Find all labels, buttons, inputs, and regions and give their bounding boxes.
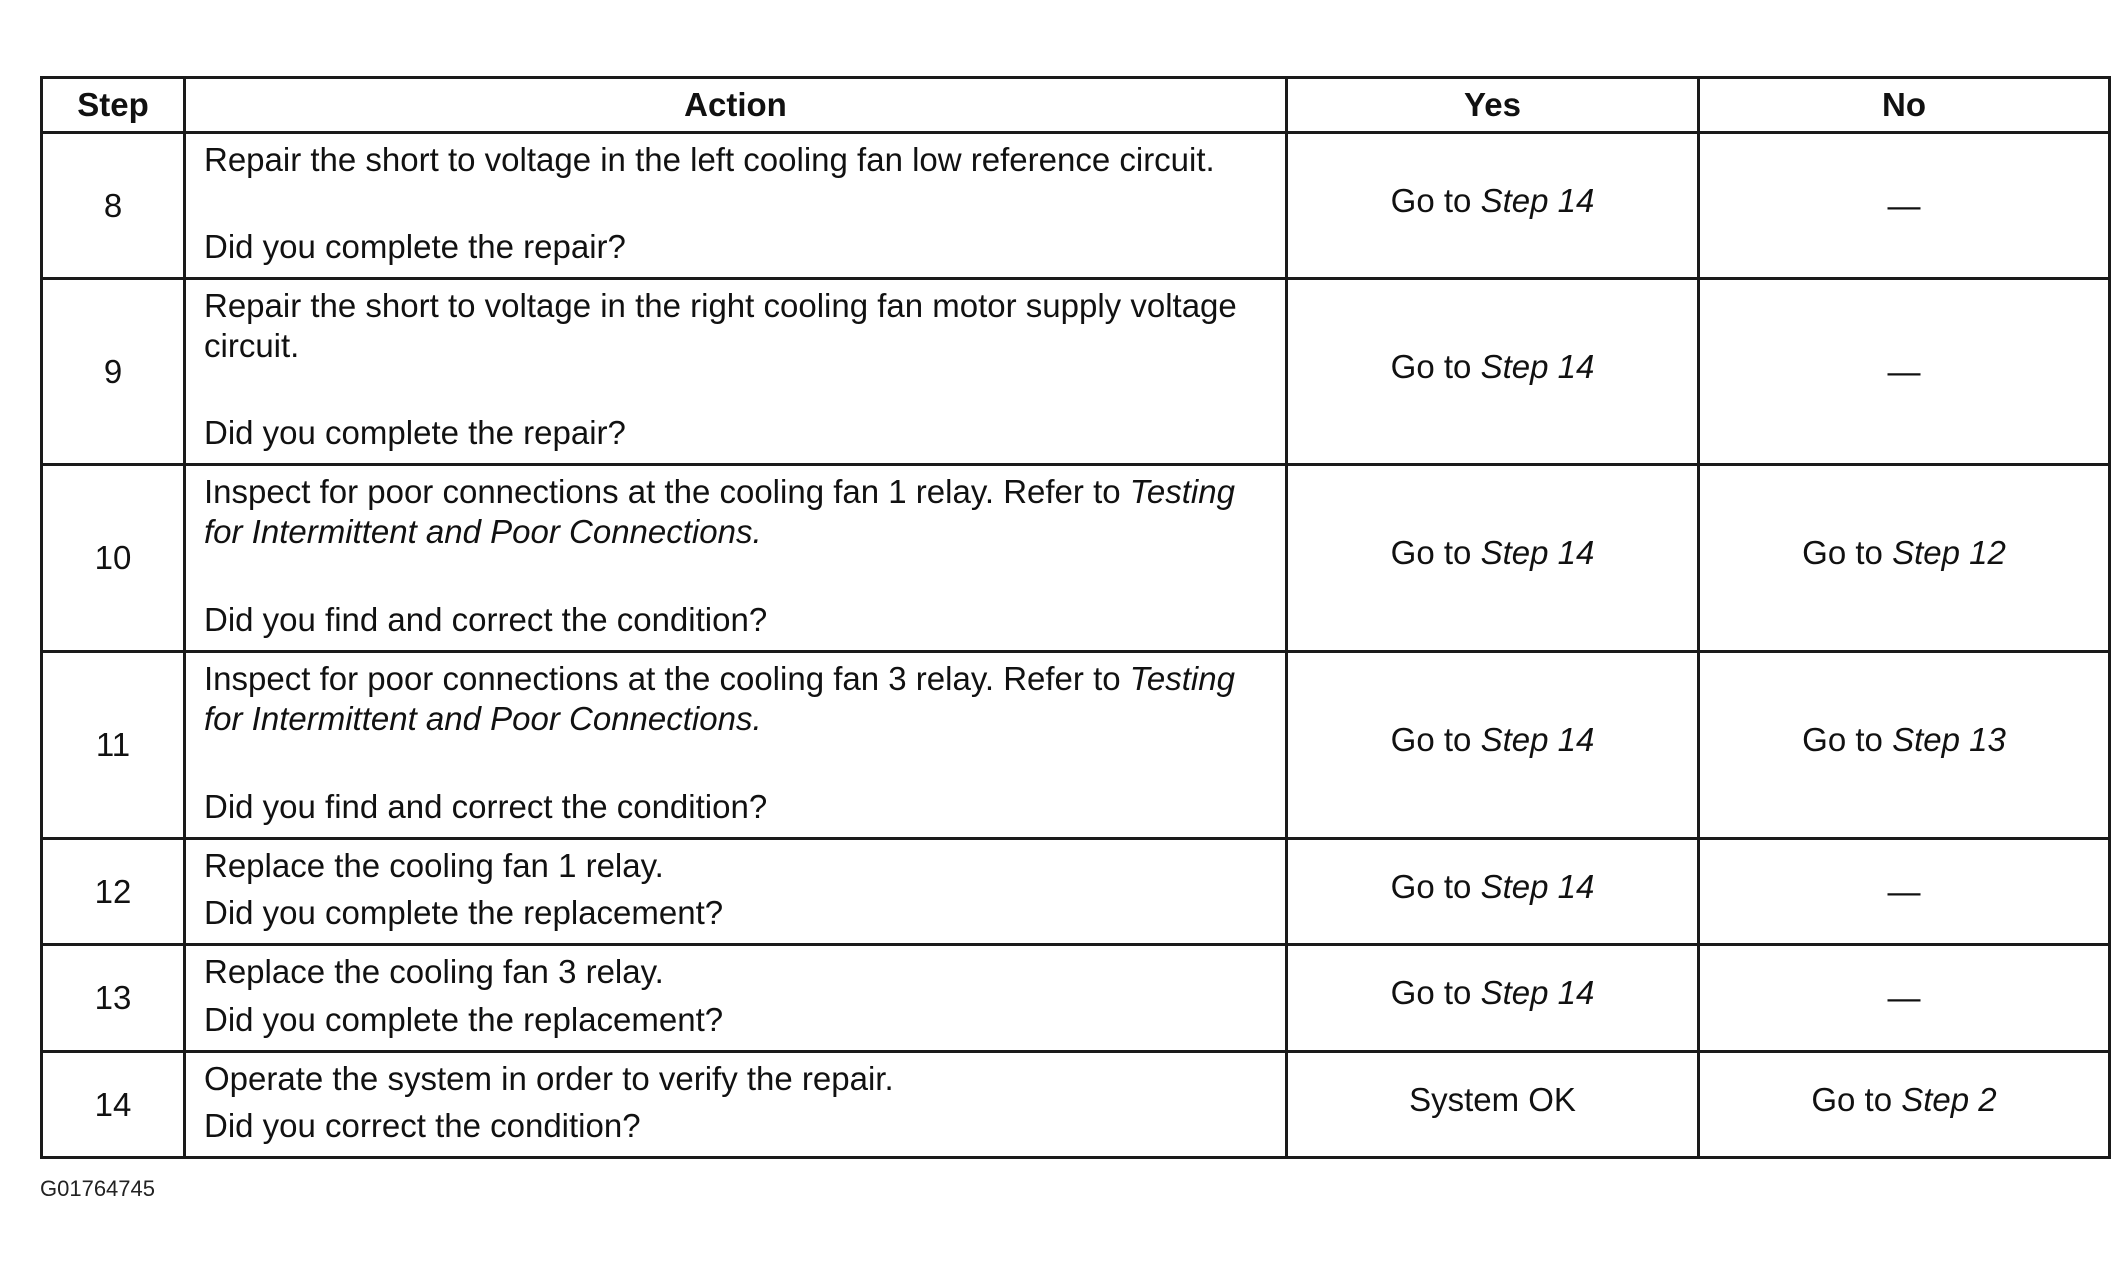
step-number: 12: [42, 839, 185, 945]
action-question: Did you complete the repair?: [204, 228, 626, 265]
yes-step-ref: Step 14: [1480, 347, 1595, 385]
yes-cell: [1287, 839, 1699, 945]
yes-cell: [1287, 279, 1699, 465]
diagnostic-table-frame: [40, 76, 2108, 1160]
diagnostic-steps-table: [40, 76, 2111, 1159]
no-cell: —: [1699, 279, 2110, 465]
step-number: 10: [42, 465, 185, 652]
action-question: Did you correct the condition?: [204, 1107, 641, 1144]
table-row: [42, 1052, 2110, 1158]
action-cell: [185, 279, 1287, 465]
yes-step-ref: Step 14: [1480, 974, 1595, 1011]
action-cell: [185, 133, 1287, 279]
yes-prefix: Go to: [1390, 534, 1481, 571]
header-no: No: [1699, 78, 2110, 133]
action-question: Did you find and correct the condition?: [204, 788, 768, 825]
yes-step-ref: Step 14: [1480, 867, 1595, 905]
yes-prefix: Go to: [1390, 721, 1481, 758]
yes-cell: [1287, 1052, 1699, 1158]
no-step-ref: Step 12: [1892, 534, 2006, 571]
step-number: 8: [42, 133, 185, 279]
no-cell: [1699, 652, 2110, 839]
yes-prefix: Go to: [1390, 347, 1481, 385]
step-number: 13: [42, 945, 185, 1052]
action-text: Repair the short to voltage in the left cooling fan low reference circuit.: [204, 141, 1215, 178]
action-text: Replace the cooling fan 1 relay.: [204, 847, 664, 884]
yes-step-ref: Step 14: [1480, 181, 1595, 219]
action-question: Did you complete the repair?: [204, 414, 626, 451]
no-prefix: Go to: [1802, 721, 1893, 758]
action-text: Repair the short to voltage in the right cooling fan motor supply voltage circuit.: [204, 287, 1237, 364]
action-cell: [185, 945, 1287, 1052]
action-cell: [185, 652, 1287, 839]
no-step-ref: Step 13: [1892, 721, 2006, 758]
yes-step-ref: Step 14: [1480, 534, 1595, 571]
header-action: Action: [185, 78, 1287, 133]
figure-id: G01764745: [40, 1176, 155, 1201]
action-text: Operate the system in order to verify the repair.: [204, 1060, 894, 1097]
no-prefix: Go to: [1802, 534, 1893, 571]
no-cell: —: [1699, 839, 2110, 945]
yes-cell: [1287, 465, 1699, 652]
table-row: [42, 839, 2110, 945]
yes-cell: [1287, 133, 1699, 279]
step-number: 9: [42, 279, 185, 465]
action-question: Did you complete the replacement?: [204, 894, 724, 931]
no-cell: [1699, 1052, 2110, 1158]
step-number: 14: [42, 1052, 185, 1158]
yes-result: System OK: [1409, 1080, 1576, 1118]
yes-prefix: Go to: [1390, 867, 1481, 905]
action-cell: [185, 465, 1287, 652]
action-cell: [185, 1052, 1287, 1158]
yes-prefix: Go to: [1390, 974, 1481, 1011]
no-step-ref: Step 2: [1901, 1080, 1997, 1118]
table-row: [42, 945, 2110, 1052]
step-number: 11: [42, 652, 185, 839]
reference-link-text: Testing for Intermittent and Poor Connections.: [204, 660, 1235, 737]
yes-step-ref: Step 14: [1480, 721, 1595, 758]
no-cell: —: [1699, 133, 2110, 279]
table-row: [42, 652, 2110, 839]
no-cell: [1699, 465, 2110, 652]
table-row: [42, 133, 2110, 279]
action-text: Inspect for poor connections at the cooling fan 3 relay. Refer to Testing for Intermittent and Poor Connections.: [204, 660, 1235, 737]
no-prefix: Go to: [1811, 1080, 1902, 1118]
yes-cell: [1287, 652, 1699, 839]
table-row: [42, 279, 2110, 465]
action-question: Did you complete the replacement?: [204, 1001, 724, 1038]
header-step: Step: [42, 78, 185, 133]
no-cell: —: [1699, 945, 2110, 1052]
action-text: Inspect for poor connections at the cooling fan 1 relay. Refer to Testing for Intermittent and Poor Connections.: [204, 473, 1235, 550]
header-yes: Yes: [1287, 78, 1699, 133]
action-text: Replace the cooling fan 3 relay.: [204, 953, 664, 990]
table-row: [42, 465, 2110, 652]
action-question: Did you find and correct the condition?: [204, 601, 768, 638]
yes-cell: [1287, 945, 1699, 1052]
action-cell: [185, 839, 1287, 945]
header-row: [42, 78, 2110, 133]
yes-prefix: Go to: [1390, 181, 1481, 219]
reference-link-text: Testing for Intermittent and Poor Connections.: [204, 473, 1235, 550]
